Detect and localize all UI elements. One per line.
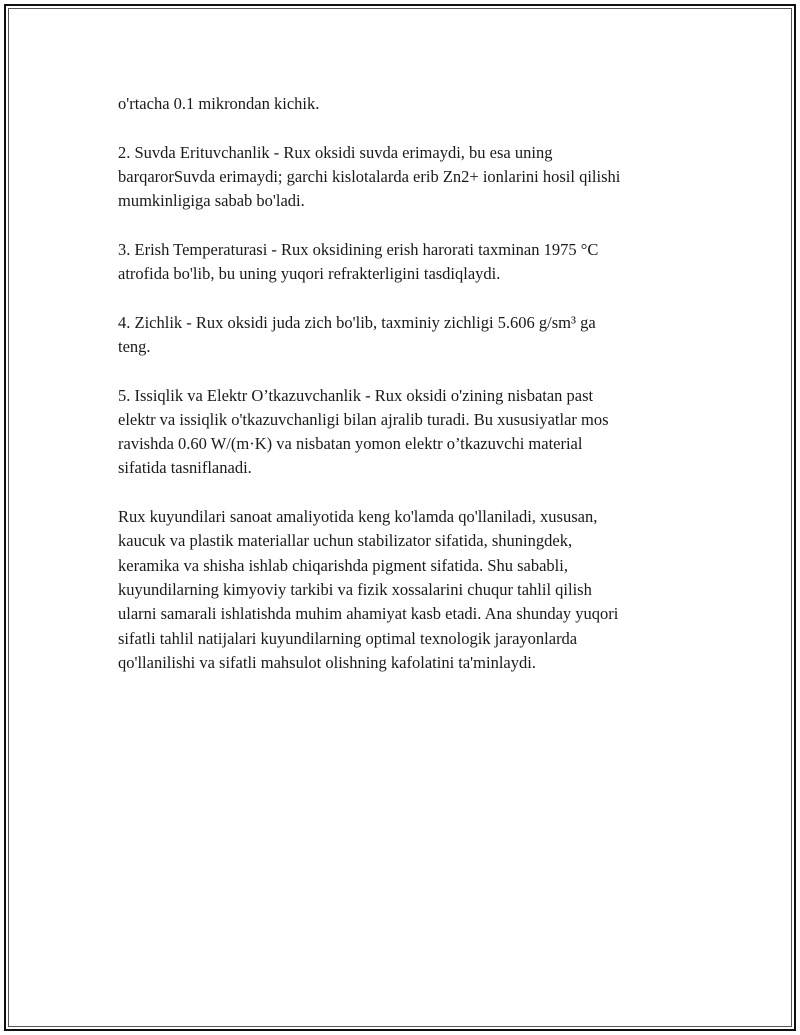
paragraph-melting-temperature: 3. Erish Temperaturasi - Rux oksidining erish harorati taxminan 1975 °C atrofida bo'lib, bu uning yuqori refrakterligini tasdiqlaydi. [118,239,599,284]
paragraph-particle-size: o'rtacha 0.1 mikrondan kichik. [118,94,320,113]
paragraph-conclusion: Rux kuyundilari sanoat amaliyotida keng ko'lamda qo'llaniladi, xususan, kaucuk va plastik materiallar uchun stabilizator sifatida, shuningdek, keramika va shisha ishlab chiqarishda pigment sifatida. Shu sababli, kuyundilarning kimyoviy tarkibi va fizik xossalarini chuqur tahlil qilish ularni samarali ishlatishda muhim ahamiyat kasb etadi. Ana shunday yuqori sifatli tahlil natijalari kuyundilarning optimal texnologik jarayonlarda qo'llanilishi va sifatli mahsulot olishning kafolatini ta'minlaydi. [118,507,619,672]
document-body [118,92,690,699]
paragraph-water-solubility: 2. Suvda Erituvchanlik - Rux oksidi suvda erimaydi, bu esa uning barqarorSuvda erimaydi; garchi kislotalarda erib Zn2+ ionlarini hosil qilishi mumkinligiga sabab bo'ladi. [118,142,621,211]
paragraph-density: 4. Zichlik - Rux oksidi juda zich bo'lib, taxminiy zichligi 5.606 g/sm³ ga teng. [118,312,596,356]
paragraph-conductivity: 5. Issiqlik va Elektr O’tkazuvchanlik - Rux oksidi o'zining nisbatan past elektr va issiqlik o'tkazuvchanligi bilan ajralib turadi. Bu xususiyatlar mos ravishda 0.60 W/(m·K) va nisbatan yomon elektr o’tkazuvchi material sifatida tasniflanadi. [118,385,609,478]
